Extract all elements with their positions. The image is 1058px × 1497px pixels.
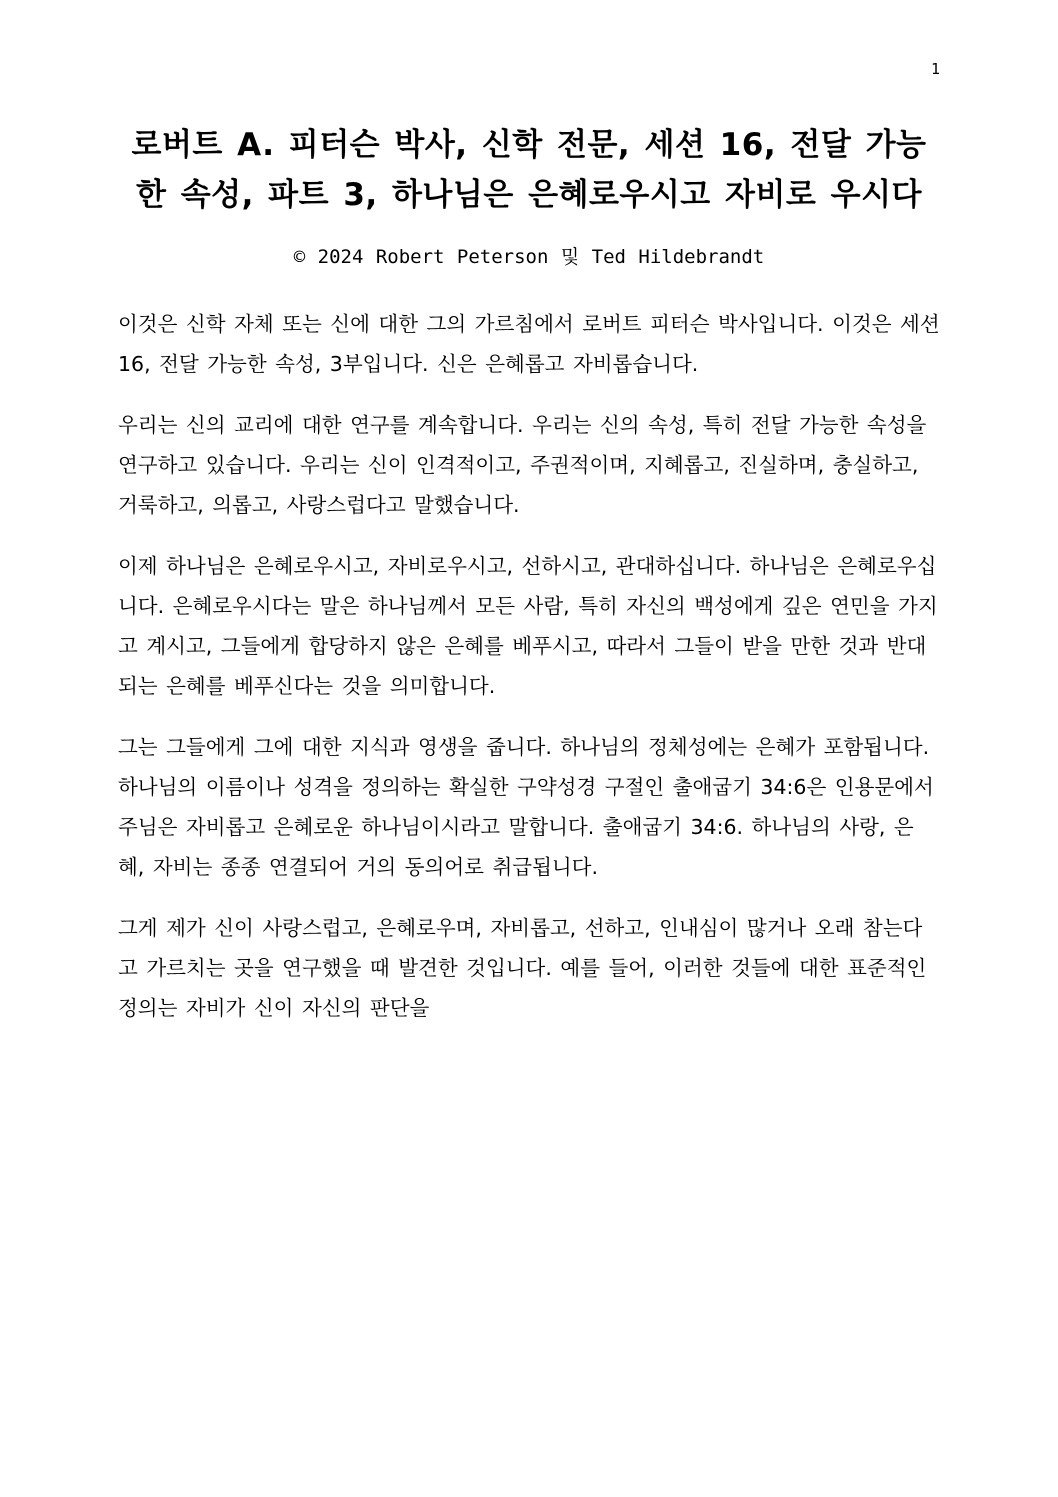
document-content xyxy=(118,120,940,1029)
paragraph: 그게 제가 신이 사랑스럽고, 은혜로우며, 자비롭고, 선하고, 인내심이 많거나 오래 참는다고 가르치는 곳을 연구했을 때 발견한 것입니다. 예를 들어, 이러한 것들에 대한 표준적인 정의는 자비가 신이 자신의 판단을 xyxy=(118,916,927,1020)
paragraph: 그는 그들에게 그에 대한 지식과 영생을 줍니다. 하나님의 정체성에는 은혜가 포함됩니다. 하나님의 이름이나 성격을 정의하는 확실한 구약성경 구절인 출애굽기 34:6은 인용문에서 주님은 자비롭고 은혜로운 하나님이시라고 말합니다. 출애굽기 34:6. 하나님의 사랑, 은혜, 자비는 종종 연결되어 거의 동의어로 취급됩니다. xyxy=(118,735,934,880)
paragraph: 우리는 신의 교리에 대한 연구를 계속합니다. 우리는 신의 속성, 특히 전달 가능한 속성을 연구하고 있습니다. 우리는 신이 인격적이고, 주권적이며, 지혜롭고, 진실하며, 충실하고, 거룩하고, 의롭고, 사랑스럽다고 말했습니다. xyxy=(118,413,927,518)
page-number: 1 xyxy=(930,60,940,78)
copyright-byline: © 2024 Robert Peterson 및 Ted Hildebrandt xyxy=(293,246,765,269)
paragraph: 이것은 신학 자체 또는 신에 대한 그의 가르침에서 로버트 피터슨 박사입니다. 이것은 세션 16, 전달 가능한 속성, 3부입니다. 신은 은혜롭고 자비롭습니다. xyxy=(118,312,940,377)
paragraph: 이제 하나님은 은혜로우시고, 자비로우시고, 선하시고, 관대하십니다. 하나님은 은혜로우십니다. 은혜로우시다는 말은 하나님께서 모든 사람, 특히 자신의 백성에게 깊은 연민을 가지고 계시고, 그들에게 합당하지 않은 은혜를 베푸시고, 따라서 그들이 받을 만한 것과 반대되는 은혜를 베푸신다는 것을 의미합니다. xyxy=(118,554,938,699)
body-paragraphs xyxy=(118,305,940,1029)
page-title: 로버트 A. 피터슨 박사, 신학 전문, 세션 16, 전달 가능한 속성, 파트 3, 하나님은 은혜로우시고 자비로 우시다 xyxy=(131,127,927,214)
